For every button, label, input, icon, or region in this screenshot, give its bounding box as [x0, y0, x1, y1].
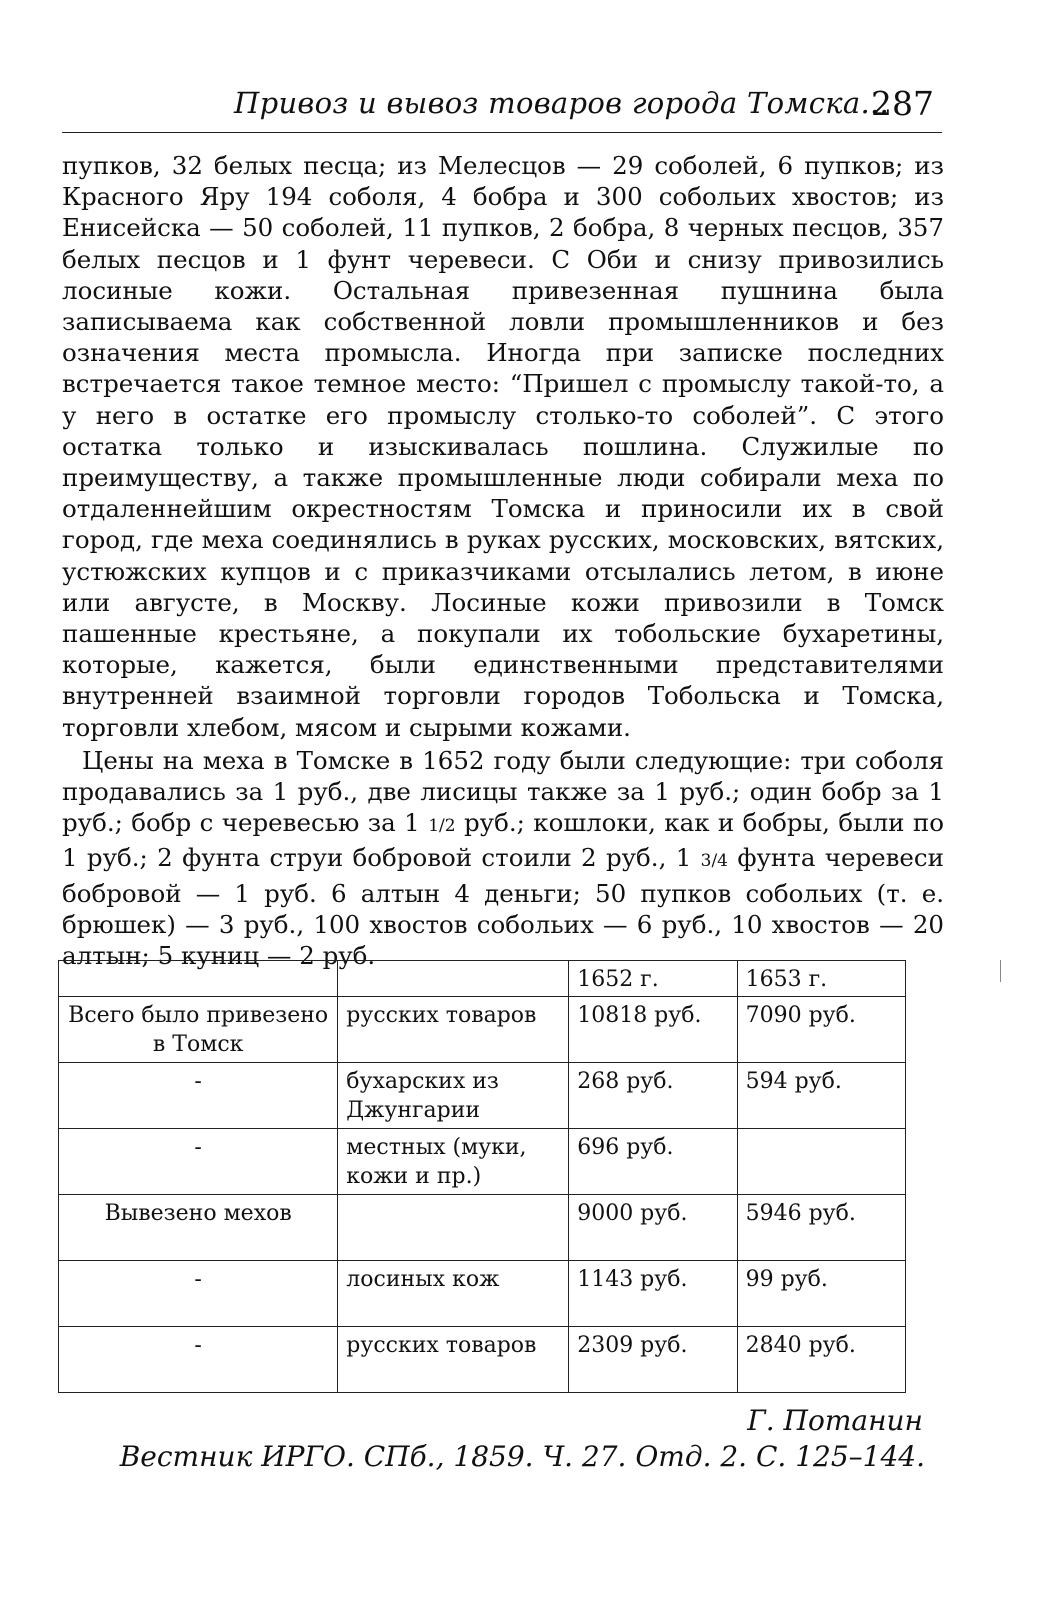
table-cell: [338, 1195, 569, 1261]
paragraph: пупков, 32 белых песца; из Мелесцов — 29 соболей, 6 пупков; из Красного Яру 194 соболя, 4 бобра и 300 собольих хвостов; из Енисейска — 50 соболей, 11 пупков, 2 бобра, 8 черных песцов, 357 белых песцов и 1 фунт черевеси. С Оби и снизу привозились лосиные кожи. Остальная привезенная пушнина была записываема как собственной ловли промышленников и без означения места промысла. Иногда при записке последних встречается такое темное место: “Пришел с промыслу такой-то, а у него в остатке его промыслу столько-то соболей”. С этого остатка только и изыскивалась пошлина. Служилые по преимуществу, а также промышленные люди собирали меха по отдаленнейшим окрестностям Томска и приносили их в свой город, где меха соединялись в руках русских, московских, вятских, устюжских купцов и с приказчиками отсылались летом, в июне или августе, в Москву. Лосиные кожи привозили в Томск пашенные крестьяне, а покупали их тобольские бухаретины, которые, кажется, были единственными представителями внутренней взаимной торговли городов Тобольска и Томска, торговли хлебом, мясом и сырыми кожами.: [62, 151, 944, 742]
page-number: 287: [871, 84, 934, 123]
paragraph-text: руб.; кошлоки, как и бобры, были по 1 руб.; 2 фунта струи бобровой стоили 2 руб., 1: [62, 808, 944, 873]
table-row: [59, 1261, 906, 1327]
fraction: 3/4: [700, 851, 728, 872]
table-cell: -: [59, 1129, 338, 1195]
table-cell: русских товаров: [338, 997, 569, 1063]
table-header-cell: 1652 г.: [569, 961, 737, 997]
table-cell: 696 руб.: [569, 1129, 737, 1195]
table-cell: лосиных кож: [338, 1261, 569, 1327]
table-cell: 2840 руб.: [737, 1327, 905, 1393]
table-header-cell: 1653 г.: [737, 961, 905, 997]
table-cell: -: [59, 1327, 338, 1393]
scan-margin-mark: [1000, 960, 1001, 982]
table-cell: русских товаров: [338, 1327, 569, 1393]
table-cell: -: [59, 1261, 338, 1327]
table-header-row: [59, 961, 906, 997]
table-cell: Вывезено мехов: [59, 1195, 338, 1261]
paragraph-text: фунта черевеси бобровой — 1 руб. 6 алтын 4 деньги; 50 пупков собольих (т. е. брюшек) — 3 руб., 100 хвостов собольих — 6 руб., 10 хвостов — 20 алтын; 5 куниц — 2 руб.: [62, 843, 944, 971]
table-cell: 268 руб.: [569, 1063, 737, 1129]
table-cell: Всего было привезено в Томск: [59, 997, 338, 1063]
table-cell: 7090 руб.: [737, 997, 905, 1063]
table-header-cell: [338, 961, 569, 997]
fraction: 1/2: [428, 816, 456, 837]
table-header-cell: [59, 961, 338, 997]
table-cell: 99 руб.: [737, 1261, 905, 1327]
table-row: [59, 1327, 906, 1393]
table-cell: 594 руб.: [737, 1063, 905, 1129]
table-cell: 2309 руб.: [569, 1327, 737, 1393]
table-row: [59, 1195, 906, 1261]
paragraph-prices: [62, 745, 944, 971]
paragraph-text: Цены на меха в Томске в 1652 году были следующие: три соболя продавались за 1 руб., две лисицы также за 1 руб.; один бобр за 1 руб.; бобр с черевесью за 1: [62, 745, 944, 838]
body-text: [62, 150, 944, 971]
table-row: [59, 997, 906, 1063]
source-citation: Вестник ИРГО. СПб., 1859. Ч. 27. Отд. 2. С. 125–144.: [119, 1440, 925, 1473]
table-cell: [737, 1129, 905, 1195]
author-signature: Г. Потанин: [747, 1404, 923, 1437]
table-cell: бухарских из Джунгарии: [338, 1063, 569, 1129]
table-cell: 1143 руб.: [569, 1261, 737, 1327]
trade-table: [58, 960, 906, 1393]
table-cell: местных (муки, кожи и пр.): [338, 1129, 569, 1195]
table-row: [59, 1129, 906, 1195]
table-row: [59, 1063, 906, 1129]
running-title: Привоз и вывоз товаров города Томска...: [234, 86, 889, 120]
table-cell: 10818 руб.: [569, 997, 737, 1063]
table-cell: 5946 руб.: [737, 1195, 905, 1261]
running-header: [62, 84, 942, 133]
table-cell: -: [59, 1063, 338, 1129]
table-cell: 9000 руб.: [569, 1195, 737, 1261]
